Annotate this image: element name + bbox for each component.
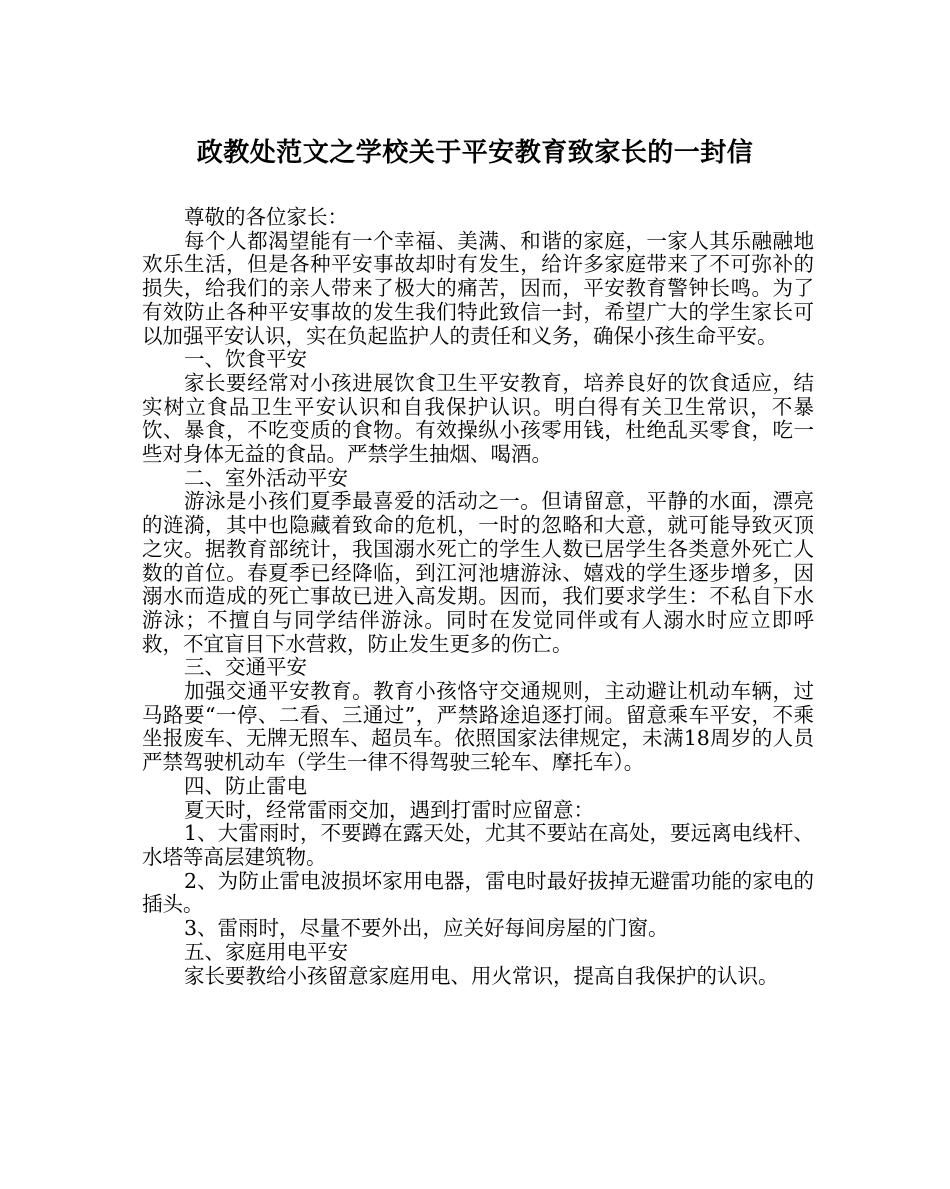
- list-item-lightning-2: 2、为防止雷电波损坏家用电器，雷电时最好拔掉无避雷功能的家电的插头。: [142, 868, 814, 917]
- section-heading-food-safety: 一、饮食平安: [184, 347, 308, 372]
- section-heading-electricity: 五、家庭用电平安: [184, 939, 349, 964]
- paragraph-intro: 每个人都渴望能有一个幸福、美满、和谐的家庭，一家人其乐融融地欢乐生活，但是各种平安事故却时有发生，给许多家庭带来了不可弥补的损失，给我们的亲人带来了极大的痛苦，因而，平安教育警钟长鸣。为了有效防止各种平安事故的发生我们特此致信一封，希望广大的学生家长可以加强平安认识，实在负起监护人的责任和义务，确保小孩生命平安。: [142, 228, 814, 348]
- paragraph-salutation: 尊敬的各位家长：: [184, 205, 349, 229]
- section-heading-lightning: 四、防止雷电: [184, 773, 308, 798]
- list-item-lightning-1: 1、大雷雨时，不要蹲在露天处，尤其不要站在高处，要远离电线杆、水塔等高层建筑物。: [142, 821, 814, 869]
- section-heading-outdoor-safety: 二、室外活动平安: [184, 465, 349, 490]
- paragraph-lightning-intro: 夏天时，经常雷雨交加，遇到打雷时应留意：: [184, 797, 595, 822]
- paragraph-traffic-safety: 加强交通平安教育。教育小孩恪守交通规则，主动避让机动车辆，过马路要“一停、二看、三通过”，严禁路途追逐打闹。留意乘车平安，不乘坐报废车、无牌无照车、超员车。依照国家法律规定，未满18周岁的人员严禁驾驶机动车（学生一律不得驾驶三轮车、摩托车）。: [142, 679, 814, 775]
- paragraph-electricity: 家长要教给小孩留意家庭用电、用火常识，提高自我保护的认识。: [184, 963, 779, 988]
- section-heading-traffic-safety: 三、交通平安: [184, 655, 308, 680]
- paragraph-food-safety: 家长要经常对小孩进展饮食卫生平安教育，培养良好的饮食适应，结实树立食品卫生平安认识和自我保护认识。明白得有关卫生常识，不暴饮、暴食，不吃变质的食物。有效操纵小孩零用钱，杜绝乱买零食，吃一些对身体无益的食品。严禁学生抽烟、喝酒。: [142, 370, 814, 467]
- list-item-lightning-3: 3、雷雨时，尽量不要外出，应关好每间房屋的门窗。: [184, 916, 669, 941]
- document-body: [142, 206, 814, 988]
- paragraph-outdoor-safety: 游泳是小孩们夏季最喜爱的活动之一。但请留意，平静的水面，漂亮的涟漪，其中也隐藏着致命的危机，一时的忽略和大意，就可能导致灭顶之灾。据教育部统计，我国溺水死亡的学生人数已居学生各类意外死亡人数的首位。春夏季已经降临，到江河池塘游泳、嬉戏的学生逐步增多，因溺水而造成的死亡事故已进入高发期。因而，我们要求学生：不私自下水游泳；不擅自与同学结伴游泳。同时在发觉同伴或有人溺水时应立即呼救，不宜盲目下水营救，防止发生更多的伤亡。: [142, 489, 814, 656]
- document-title: 政教处范文之学校关于平安教育致家长的一封信: [196, 138, 754, 168]
